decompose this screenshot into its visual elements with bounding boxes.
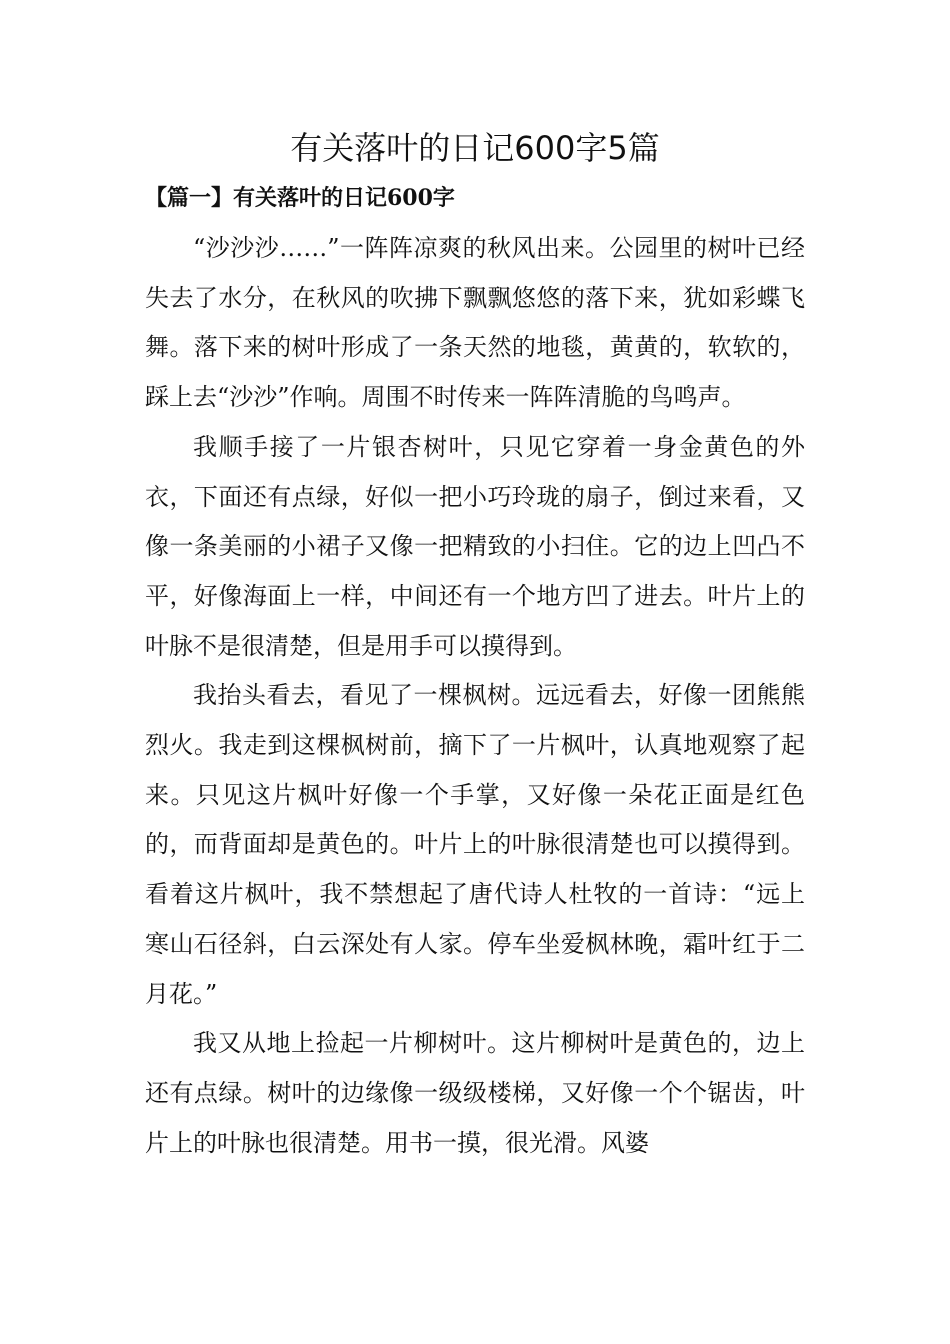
body-text xyxy=(145,224,805,1168)
paragraph-1: “沙沙沙……”一阵阵凉爽的秋风出来。公园里的树叶已经失去了水分，在秋风的吹拂下飘飘悠悠的落下来，犹如彩蝶飞舞。落下来的树叶形成了一条天然的地毯，黄黄的，软软的，踩上去“沙沙”作响。周围不时传来一阵阵清脆的鸟鸣声。 xyxy=(145,234,805,412)
section-heading: 【篇一】有关落叶的日记600字 xyxy=(145,185,455,211)
paragraph-2: 我顺手接了一片银杏树叶，只见它穿着一身金黄色的外衣，下面还有点绿，好似一把小巧玲珑的扇子，倒过来看，又像一条美丽的小裙子又像一把精致的小扫住。它的边上凹凸不平，好像海面上一样，中间还有一个地方凹了进去。叶片上的叶脉不是很清楚，但是用手可以摸得到。 xyxy=(145,432,805,660)
paragraph-4: 我又从地上捡起一片柳树叶。这片柳树叶是黄色的，边上还有点绿。树叶的边缘像一级级楼梯，又好像一个个锯齿，叶片上的叶脉也很清楚。用书一摸，很光滑。风婆 xyxy=(145,1029,805,1157)
page-title: 有关落叶的日记600字5篇 xyxy=(290,129,660,167)
paragraph-3: 我抬头看去，看见了一棵枫树。远远看去，好像一团熊熊烈火。我走到这棵枫树前，摘下了一片枫叶，认真地观察了起来。只见这片枫叶好像一个手掌，又好像一朵花正面是红色的，而背面却是黄色的。叶片上的叶脉很清楚也可以摸得到。看着这片枫叶，我不禁想起了唐代诗人杜牧的一首诗：“远上寒山石径斜，白云深处有人家。停车坐爱枫林晚，霜叶红于二月花。” xyxy=(145,681,805,1008)
